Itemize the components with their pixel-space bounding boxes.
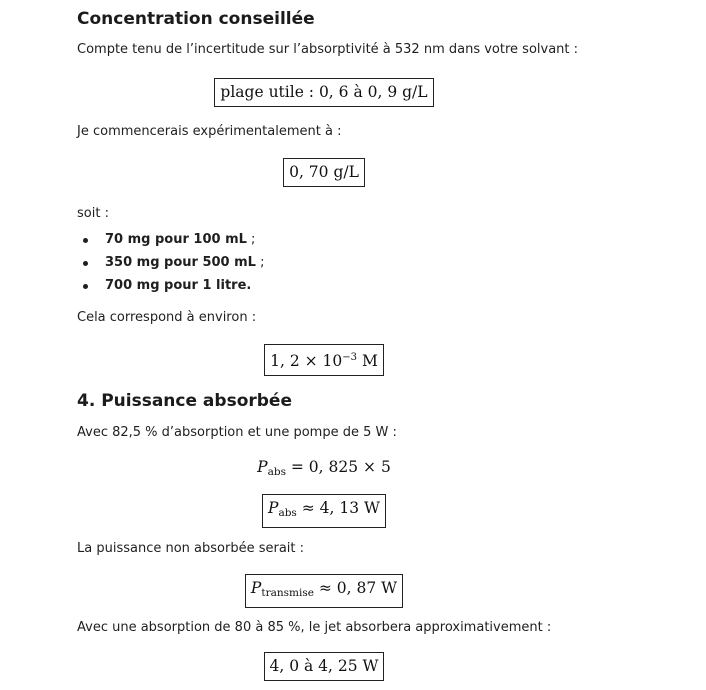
boxed-molar-concentration <box>264 344 384 376</box>
symbol-p: P <box>250 579 262 597</box>
math-display-range-power <box>0 652 648 681</box>
molar-unit: M <box>357 352 378 370</box>
paragraph-non-absorbed: La puissance non absorbée serait : <box>77 541 305 556</box>
boxed-start-concentration: 0, 70 g/L <box>283 158 365 187</box>
symbol-p: P <box>257 458 268 476</box>
section-title-power: 4. Puissance absorbée <box>77 391 292 411</box>
math-display-eq3 <box>0 574 648 608</box>
subscript-transmise: transmise <box>261 587 314 599</box>
paragraph-power-intro: Avec 82,5 % d’absorption et une pompe de 5 W : <box>77 425 397 440</box>
list-item <box>77 277 477 295</box>
list-item-rest: . <box>246 278 252 293</box>
boxed-range: plage utile : 0, 6 à 0, 9 g/L <box>214 78 433 107</box>
list-item-bold: 70 mg pour 100 mL <box>105 232 247 247</box>
equation-rhs: ≈ 0, 87 W <box>313 579 398 597</box>
paragraph-corresponds: Cela correspond à environ : <box>77 310 257 325</box>
math-display-start <box>0 158 648 187</box>
subscript-abs: abs <box>278 507 297 519</box>
list-item-bold: 350 mg pour 500 mL <box>105 255 256 270</box>
paragraph-intro: Compte tenu de l’incertitude sur l’absorptivité à 532 nm dans votre solvant : <box>77 42 579 57</box>
equation-rhs: ≈ 4, 13 W <box>296 499 380 517</box>
math-display-range <box>0 78 648 107</box>
list-item-rest: ; <box>255 255 265 270</box>
equation-pabs-product <box>257 457 391 482</box>
list-item-bold: 700 mg pour 1 litre <box>105 278 247 293</box>
molar-mantissa: 1, 2 × 10 <box>270 352 343 370</box>
paragraph-start: Je commencerais expérimentalement à : <box>77 124 342 139</box>
boxed-pabs-result <box>262 494 386 528</box>
subscript-abs: abs <box>267 466 286 478</box>
math-display-molar <box>0 344 648 376</box>
section-title-concentration: Concentration conseillée <box>77 9 315 29</box>
equation-rhs: = 0, 825 × 5 <box>285 458 391 476</box>
boxed-power-range: 4, 0 à 4, 25 W <box>264 652 385 681</box>
list-item-rest: ; <box>246 232 256 247</box>
list-item <box>77 231 477 249</box>
boxed-ptransmise <box>245 574 403 608</box>
symbol-p: P <box>268 499 279 517</box>
math-display-eq1 <box>0 457 648 482</box>
quantity-list <box>77 231 477 295</box>
molar-exponent: −3 <box>342 352 358 363</box>
math-display-eq2 <box>0 494 648 528</box>
list-item <box>77 254 477 272</box>
paragraph-soit: soit : <box>77 206 109 221</box>
paragraph-range: Avec une absorption de 80 à 85 %, le jet absorbera approximativement : <box>77 620 552 635</box>
